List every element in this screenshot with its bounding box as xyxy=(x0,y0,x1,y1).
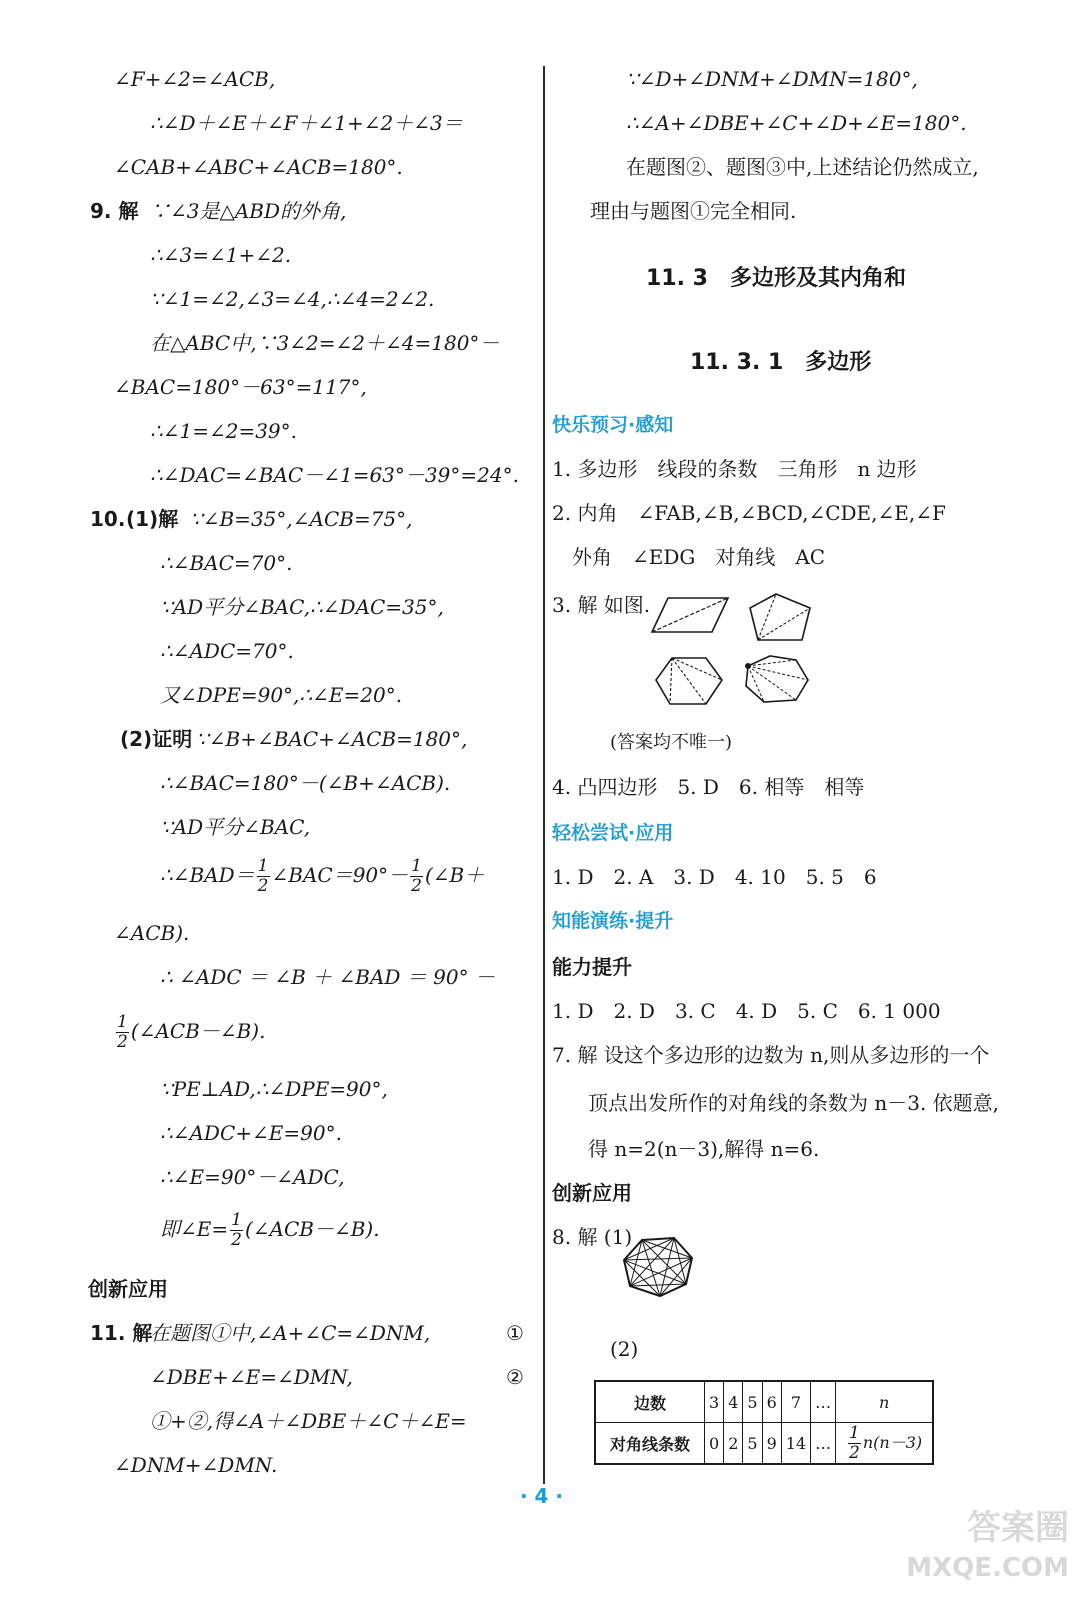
section-label-preview: 快乐预习·感知 xyxy=(552,414,674,436)
question-10-number: 10. xyxy=(90,507,126,531)
part-label: (1)解 xyxy=(126,507,179,531)
answer-line: 3. 解 如图. xyxy=(552,593,651,617)
answer-line: 1. D 2. D 3. C 4. D 5. C 6. 1 000 xyxy=(552,999,941,1023)
line: 在题图②、题图③中,上述结论仍然成立, xyxy=(626,155,979,179)
section-heading: 11. 3 多边形及其内角和 xyxy=(646,266,906,291)
table-row xyxy=(595,1381,933,1423)
fraction-half: $\frac{1}{2}$ xyxy=(411,856,422,896)
line: 又∠DPE=90°,∴∠E=20°. xyxy=(160,683,403,707)
line: 在△ABC中,∵3∠2=∠2＋∠4=180°－ xyxy=(150,331,500,355)
text: ∴∠BAD＝ xyxy=(160,863,255,887)
parallelogram-diagonals-figure xyxy=(650,596,730,636)
table-cell: 0 xyxy=(705,1423,724,1465)
answer-line: 得 n=2(n－3),解得 n=6. xyxy=(588,1137,820,1161)
table-cell: 4 xyxy=(724,1381,743,1423)
line: ∴ ∠ADC ＝ ∠B ＋ ∠BAD ＝ 90° － xyxy=(160,965,495,989)
answer-line: 1. D 2. A 3. D 4. 10 5. 5 6 xyxy=(552,865,877,889)
section-label-ability: 能力提升 xyxy=(552,955,632,979)
answer-line: 7. 解 设这个多边形的边数为 n,则从多边形的一个 xyxy=(552,1043,990,1067)
table-cell: 5 xyxy=(743,1381,762,1423)
table-cell: 14 xyxy=(781,1423,810,1465)
line: ∴∠1=∠2=39°. xyxy=(150,419,298,443)
figure-note: (答案均不唯一) xyxy=(610,732,733,753)
answer-line: 8. 解 (1) xyxy=(552,1225,633,1249)
line: 在题图①中,∠A+∠C=∠DNM, xyxy=(150,1321,431,1345)
table-header-cell: 边数 xyxy=(595,1381,705,1423)
line: ∵∠B+∠BAC+∠ACB=180°, xyxy=(196,727,468,751)
pentagon-diagonals-figure xyxy=(748,592,812,644)
fraction-half: $\frac{1}{2}$ xyxy=(849,1422,860,1463)
line: ∵AD平分∠BAC, xyxy=(160,815,311,839)
line: ∴∠ADC=70°. xyxy=(160,639,294,663)
line: ①+②,得∠A＋∠DBE＋∠C＋∠E= xyxy=(150,1409,467,1433)
table-cell: 2 xyxy=(724,1423,743,1465)
answer-line: 顶点出发所作的对角线的条数为 n－3. 依题意, xyxy=(588,1091,1000,1115)
heptagon-diagonals-figure xyxy=(744,654,810,704)
line: ∠DNM+∠DMN. xyxy=(114,1453,278,1477)
heptagon-all-diagonals-figure xyxy=(622,1236,694,1298)
section-label-practice: 知能演练·提升 xyxy=(552,910,674,932)
fraction-half: $\frac{1}{2}$ xyxy=(117,1012,128,1052)
table-header-cell: 对角线条数 xyxy=(595,1423,705,1465)
text: (∠ACB－∠B). xyxy=(244,1217,380,1241)
line: ∵AD平分∠BAC,∴∠DAC=35°, xyxy=(160,595,444,619)
line-with-fractions xyxy=(160,858,484,895)
section-label-innovation: 创新应用 xyxy=(88,1277,168,1301)
text: (∠ACB－∠B). xyxy=(130,1019,266,1043)
line-with-fraction xyxy=(160,1212,380,1249)
line: ∴∠E=90°－∠ADC, xyxy=(160,1165,345,1189)
fraction-half: $\frac{1}{2}$ xyxy=(231,1210,242,1250)
line: ∵∠B=35°,∠ACB=75°, xyxy=(190,507,413,531)
line: ∴∠BAC=180°－(∠B+∠ACB). xyxy=(160,771,451,795)
table-cell: … xyxy=(811,1381,836,1423)
watermark-logo xyxy=(906,1508,1069,1588)
line: ∴∠BAC=70°. xyxy=(160,551,293,575)
line: ∠CAB+∠ABC+∠ACB=180°. xyxy=(114,155,403,179)
text: (∠B＋ xyxy=(424,863,485,887)
line: ∴∠3=∠1+∠2. xyxy=(150,243,292,267)
line: ∠F+∠2=∠ACB, xyxy=(114,67,276,91)
line: ∴∠ADC+∠E=90°. xyxy=(160,1121,342,1145)
part-label: (2)证明 xyxy=(120,727,193,751)
answer-line: (2) xyxy=(610,1337,639,1361)
text: n(n－3) xyxy=(862,1432,923,1452)
answer-line: 1. 多边形 线段的条数 三角形 n 边形 xyxy=(552,457,917,481)
line: ∵∠D+∠DNM+∠DMN=180°, xyxy=(626,67,918,91)
table-cell: 6 xyxy=(762,1381,781,1423)
table-cell: 7 xyxy=(781,1381,810,1423)
line: ∴∠D＋∠E＋∠F＋∠1+∠2＋∠3＝ xyxy=(150,111,463,135)
page-number: · 4 · xyxy=(519,1484,564,1508)
line: ∵PE⊥AD,∴∠DPE=90°, xyxy=(160,1077,388,1101)
section-label-try: 轻松尝试·应用 xyxy=(552,822,674,844)
line: ∠DBE+∠E=∠DMN, xyxy=(150,1365,353,1389)
table-row xyxy=(595,1423,933,1465)
answer-line: 4. 凸四边形 5. D 6. 相等 相等 xyxy=(552,775,865,799)
table-cell-formula xyxy=(836,1423,934,1465)
table-cell: n xyxy=(836,1381,934,1423)
line: ∠BAC=180°－63°=117°, xyxy=(114,375,367,399)
line: 理由与题图①完全相同. xyxy=(590,199,797,223)
watermark-text: 答案圈 xyxy=(967,1508,1069,1548)
hexagon-diagonals-figure xyxy=(654,656,724,706)
table-cell: … xyxy=(811,1423,836,1465)
line: ∴∠DAC=∠BAC－∠1=63°－39°=24°. xyxy=(150,463,519,487)
watermark-url: MXQE.COM xyxy=(906,1553,1069,1583)
equation-tag: ① xyxy=(506,1321,524,1345)
equation-tag: ② xyxy=(506,1365,524,1389)
line: ∠ACB). xyxy=(114,921,190,945)
line-with-fraction xyxy=(114,1014,265,1051)
text: ∠BAC＝90°－ xyxy=(271,863,409,887)
section-label-innovation: 创新应用 xyxy=(552,1181,632,1205)
answer-line: 2. 内角 ∠FAB,∠B,∠BCD,∠CDE,∠E,∠F xyxy=(552,501,946,525)
answer-line: 外角 ∠EDG 对角线 AC xyxy=(572,545,826,569)
table-cell: 3 xyxy=(705,1381,724,1423)
question-11-number: 11. 解 xyxy=(90,1321,153,1345)
table-cell: 9 xyxy=(762,1423,781,1465)
line: ∵∠1=∠2,∠3=∠4,∴∠4=2∠2. xyxy=(150,287,435,311)
text: 即∠E= xyxy=(160,1217,229,1241)
table-cell: 5 xyxy=(743,1423,762,1465)
column-divider xyxy=(543,66,545,1484)
line: ∵∠3是△ABD的外角, xyxy=(150,199,347,223)
diagonal-count-table xyxy=(594,1380,934,1465)
line: ∴∠A+∠DBE+∠C+∠D+∠E=180°. xyxy=(626,111,967,135)
question-9-number: 9. 解 xyxy=(90,199,139,223)
subsection-heading: 11. 3. 1 多边形 xyxy=(690,350,872,375)
fraction-half: $\frac{1}{2}$ xyxy=(257,856,269,896)
